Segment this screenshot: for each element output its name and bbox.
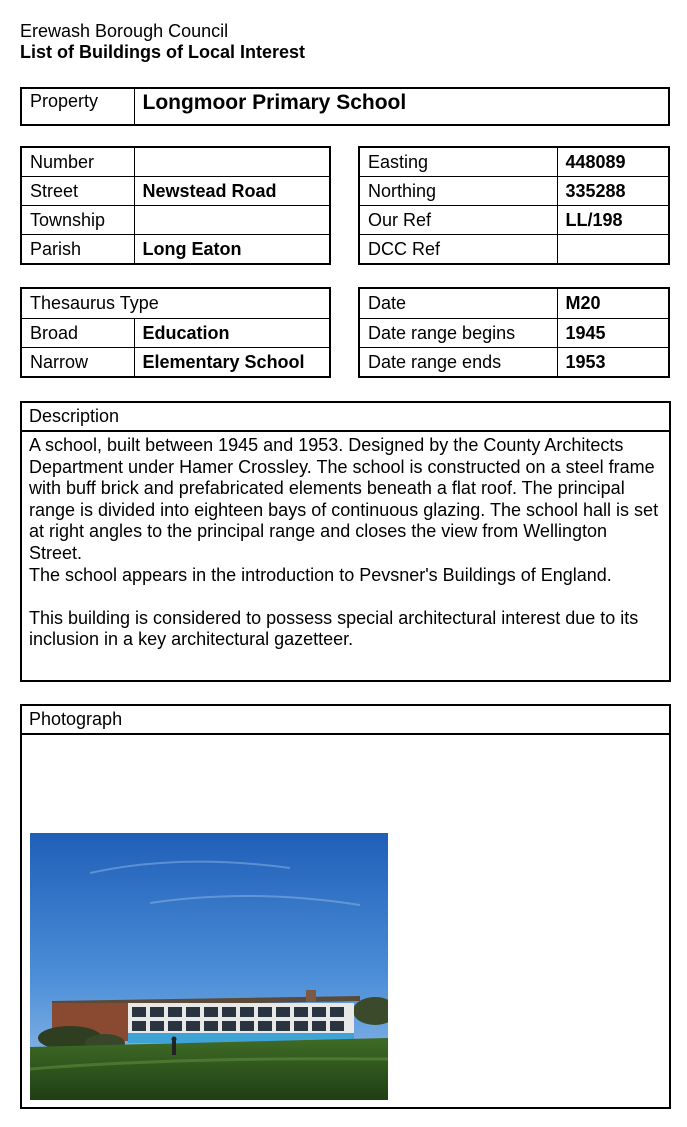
northing-value: 335288	[557, 177, 669, 206]
dates-table	[358, 287, 670, 378]
narrow-value: Elementary School	[134, 348, 330, 378]
township-label: Township	[21, 206, 134, 235]
table-row	[21, 348, 330, 378]
our-ref-label: Our Ref	[359, 206, 557, 235]
thesaurus-table	[20, 287, 331, 378]
parish-value: Long Eaton	[134, 235, 330, 265]
photograph-panel	[20, 704, 671, 1109]
table-row	[21, 206, 330, 235]
description-heading: Description	[22, 403, 669, 432]
street-value: Newstead Road	[134, 177, 330, 206]
street-label: Street	[21, 177, 134, 206]
number-value	[134, 147, 330, 177]
description-text: A school, built between 1945 and 1953. Designed by the County Architects Department under Hamer Crossley. The school is constructed on a steel frame with buff brick and prefabricated elements beneath a flat roof. The principal range is divided into eighteen bays of continuous glazing. The school hall is set at right angles to the principal range and closes the view from Wellington Street. The school appears in the introduction to Pevsner's Buildings of England. This building is considered to possess special architectural interest due to its inclusion in a key architectural gazetteer.	[29, 435, 659, 650]
broad-value: Education	[134, 319, 330, 348]
table-row	[21, 288, 330, 319]
council-name: Erewash Borough Council	[20, 21, 229, 41]
parish-label: Parish	[21, 235, 134, 265]
thesaurus-heading: Thesaurus Type	[21, 288, 330, 319]
table-row	[21, 177, 330, 206]
broad-label: Broad	[21, 319, 134, 348]
property-label: Property	[21, 88, 134, 125]
photograph-heading: Photograph	[22, 706, 669, 735]
table-row	[359, 147, 669, 177]
township-value	[134, 206, 330, 235]
number-label: Number	[21, 147, 134, 177]
date-range-begins-value: 1945	[557, 319, 669, 348]
property-value: Longmoor Primary School	[134, 88, 669, 125]
table-row	[21, 319, 330, 348]
date-range-begins-label: Date range begins	[359, 319, 557, 348]
table-row	[359, 348, 669, 378]
easting-label: Easting	[359, 147, 557, 177]
table-row	[359, 206, 669, 235]
northing-label: Northing	[359, 177, 557, 206]
table-row	[21, 147, 330, 177]
list-title: List of Buildings of Local Interest	[20, 42, 306, 62]
school-photo	[30, 833, 388, 1100]
table-row	[359, 235, 669, 265]
date-value: M20	[557, 288, 669, 319]
table-row	[21, 235, 330, 265]
dcc-ref-label: DCC Ref	[359, 235, 557, 265]
date-range-ends-value: 1953	[557, 348, 669, 378]
easting-value: 448089	[557, 147, 669, 177]
address-table	[20, 146, 331, 265]
property-table	[20, 87, 670, 126]
our-ref-value: LL/198	[557, 206, 669, 235]
table-row	[359, 319, 669, 348]
dcc-ref-value	[557, 235, 669, 265]
date-range-ends-label: Date range ends	[359, 348, 557, 378]
grid-reference-table	[358, 146, 670, 265]
description-panel	[20, 401, 671, 682]
date-label: Date	[359, 288, 557, 319]
narrow-label: Narrow	[21, 348, 134, 378]
table-row	[359, 177, 669, 206]
table-row	[359, 288, 669, 319]
document-header	[20, 21, 305, 63]
